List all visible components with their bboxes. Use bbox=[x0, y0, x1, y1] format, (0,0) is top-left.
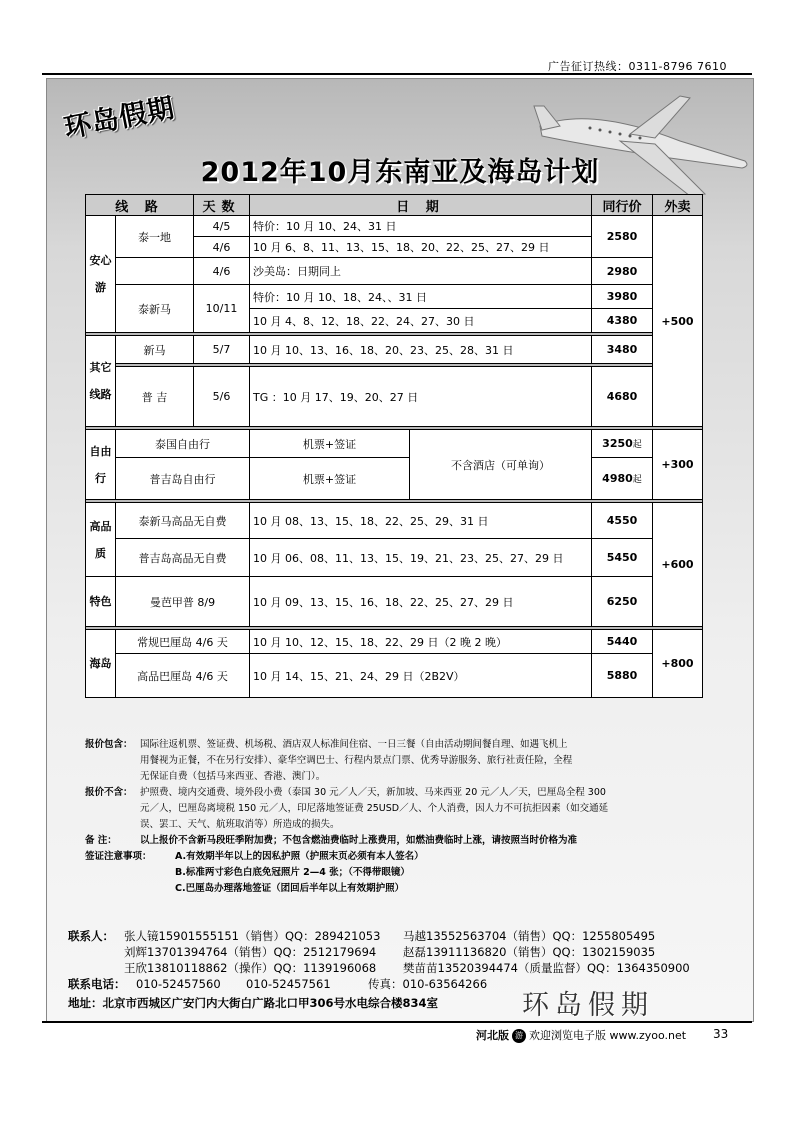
extra-cell: +300 bbox=[653, 430, 703, 500]
table-row bbox=[86, 336, 703, 364]
header-days: 天数 bbox=[194, 195, 250, 216]
price-value: 3250 bbox=[602, 437, 633, 450]
magazine-badge-icon: 游 bbox=[512, 1029, 526, 1043]
route-name: 泰新马高品无自费 bbox=[116, 503, 250, 539]
price-from-label: 起 bbox=[632, 475, 642, 485]
dates-cell: 特价：10 月 10、24、31 日 bbox=[250, 216, 592, 237]
header-route: 线 路 bbox=[86, 195, 194, 216]
dates-cell: 10 月 06、08、11、13、15、19、21、23、25、27、29 日 bbox=[250, 539, 592, 577]
route-name: 普吉岛自由行 bbox=[116, 458, 250, 500]
days-cell: 5/6 bbox=[194, 367, 250, 427]
table-row bbox=[86, 258, 703, 285]
days-cell: 4/6 bbox=[194, 258, 250, 285]
route-name: 普 吉 bbox=[116, 367, 194, 427]
notes-line: 国际往返机票、签证费、机场税、酒店双人标准间住宿、一日三餐（自由活动期间餐自理、如遇飞机上 bbox=[140, 739, 568, 750]
category-free: 自由行 bbox=[86, 430, 116, 500]
phone-number: 010-52457560 bbox=[136, 977, 221, 991]
contact-person: 刘辉13701394764（销售）QQ：2512179694 bbox=[124, 945, 377, 959]
brand-logo-bottom: 环岛假期 bbox=[522, 990, 654, 1021]
route-name: 泰新马 bbox=[116, 285, 194, 333]
days-cell: 4/6 bbox=[194, 237, 250, 258]
price-value: 4980 bbox=[602, 472, 633, 485]
contact-person: 樊苗苗13520394474（质量监督）QQ：1364350900 bbox=[403, 961, 690, 975]
table-row bbox=[86, 216, 703, 237]
notes-remark bbox=[85, 833, 702, 849]
top-rule bbox=[42, 73, 752, 75]
price-cell: 5450 bbox=[592, 539, 653, 577]
notes-line: C.巴厘岛办理落地签证（团回后半年以上有效期护照） bbox=[175, 883, 405, 894]
extra-cell: +800 bbox=[653, 630, 703, 698]
notes-remark-label: 备 注： bbox=[85, 835, 117, 846]
header-extra: 外卖 bbox=[653, 195, 703, 216]
price-cell: 2980 bbox=[592, 258, 653, 285]
extra-cell: +600 bbox=[653, 503, 703, 627]
dates-cell: 特价：10 月 10、18、24、、31 日 bbox=[250, 285, 592, 309]
table-row bbox=[86, 654, 703, 698]
ad-hotline: 广告征订热线：0311-8796 7610 bbox=[548, 60, 727, 73]
contacts-label: 联系人： bbox=[68, 929, 114, 943]
price-cell bbox=[592, 430, 653, 458]
notes-line: B.标准两寸彩色白底免冠照片 2—4 张；（不得带眼镜） bbox=[175, 867, 410, 878]
route-name: 高品巴厘岛 4/6 天 bbox=[116, 654, 250, 698]
dates-cell: 10 月 6、8、11、13、15、18、20、22、25、27、29 日 bbox=[250, 237, 592, 258]
route-name: 常规巴厘岛 4/6 天 bbox=[116, 630, 250, 654]
price-cell: 3980 bbox=[592, 285, 653, 309]
header-price: 同行价 bbox=[592, 195, 653, 216]
route-name: 新马 bbox=[116, 336, 194, 364]
dates-cell: 10 月 10、13、16、18、20、23、25、28、31 日 bbox=[250, 336, 592, 364]
notes-included-label: 报价包含： bbox=[85, 739, 133, 750]
contact-person: 赵磊13911136820（销售）QQ：1302159035 bbox=[403, 945, 656, 959]
days-cell: 4/5 bbox=[194, 216, 250, 237]
route-name: 泰国自由行 bbox=[116, 430, 250, 458]
dates-cell: 10 月 08、13、15、18、22、25、29、31 日 bbox=[250, 503, 592, 539]
price-cell bbox=[592, 458, 653, 500]
price-cell: 4550 bbox=[592, 503, 653, 539]
dates-cell: TG ：10 月 17、19、20、27 日 bbox=[250, 367, 592, 427]
brand-logo: 环岛假期 bbox=[61, 92, 178, 145]
page-number: 33 bbox=[713, 1027, 729, 1041]
price-cell: 4680 bbox=[592, 367, 653, 427]
table-row bbox=[86, 285, 703, 309]
table-row bbox=[86, 458, 703, 500]
notes-remark-text: 以上报价不含新马段旺季附加费；不包含燃油费临时上涨费用，如燃油费临时上涨，请按照当时价格为准 bbox=[140, 835, 578, 846]
dates-cell: 10 月 09、13、15、16、18、22、25、27、29 日 bbox=[250, 577, 592, 627]
route-name: 曼芭甲普 8/9 bbox=[116, 577, 250, 627]
price-cell: 2580 bbox=[592, 216, 653, 258]
contact-person: 马越13552563704（销售）QQ：1255805495 bbox=[403, 929, 656, 943]
footer-text: 欢迎浏览电子版 www.zyoo.net bbox=[529, 1029, 687, 1042]
table-header-row bbox=[86, 195, 703, 216]
price-cell: 6250 bbox=[592, 577, 653, 627]
notes-line: 用餐视为正餐，不在另行安排）、豪华空调巴士、行程内景点门票、优秀导游服务、旅行社责任险，全程 bbox=[140, 755, 573, 766]
table-row bbox=[86, 367, 703, 427]
bottom-rule bbox=[42, 1021, 752, 1023]
hotel-cell: 不含酒店（可单询） bbox=[410, 430, 592, 500]
contact-person: 张人镜15901555151（销售）QQ：289421053 bbox=[124, 929, 381, 943]
price-from-label: 起 bbox=[632, 440, 642, 450]
notes-included-text bbox=[140, 737, 702, 785]
page-footer bbox=[476, 1027, 686, 1043]
page-title: 2012年10月东南亚及海岛计划 bbox=[200, 157, 600, 188]
phone-label: 联系电话： bbox=[68, 977, 126, 991]
ticket-cell: 机票+签证 bbox=[250, 458, 410, 500]
address: 地址：北京市西城区广安门内大街白广路北口甲306号水电综合楼834室 bbox=[68, 996, 439, 1010]
fax-number: 传真：010-63564266 bbox=[368, 977, 488, 991]
table-row bbox=[86, 539, 703, 577]
header-dates: 日 期 bbox=[250, 195, 592, 216]
notes-excluded bbox=[85, 785, 702, 833]
route-name bbox=[116, 258, 194, 285]
price-cell: 5440 bbox=[592, 630, 653, 654]
notes-line: 误、罢工、天气、航班取消等）所造成的损失。 bbox=[140, 819, 340, 830]
route-name: 泰一地 bbox=[116, 216, 194, 258]
days-cell: 10/11 bbox=[194, 285, 250, 333]
category-anxin: 安心游 bbox=[86, 216, 116, 333]
table-row bbox=[86, 630, 703, 654]
terms-notes bbox=[85, 737, 702, 912]
notes-visa-text bbox=[165, 849, 702, 897]
notes-included bbox=[85, 737, 702, 785]
route-name: 普吉岛高品无自费 bbox=[116, 539, 250, 577]
category-island: 海岛 bbox=[86, 630, 116, 698]
category-quality: 高品质 bbox=[86, 503, 116, 577]
price-cell: 4380 bbox=[592, 309, 653, 333]
notes-line: A.有效期半年以上的因私护照（护照末页必须有本人签名） bbox=[175, 851, 424, 862]
price-cell: 3480 bbox=[592, 336, 653, 364]
dates-cell: 沙美岛：日期同上 bbox=[250, 258, 592, 285]
dates-cell: 10 月 10、12、15、18、22、29 日（2 晚 2 晚） bbox=[250, 630, 592, 654]
notes-line: 无保证自费（包括马来西亚、香港、澳门）。 bbox=[140, 771, 326, 782]
ticket-cell: 机票+签证 bbox=[250, 430, 410, 458]
edition-label: 河北版 bbox=[476, 1029, 509, 1042]
notes-visa bbox=[85, 849, 702, 897]
notes-line: 护照费、境内交通费、境外段小费（泰国 30 元／人／天，新加坡、马来西亚 20 元／人／天，巴厘岛全程 300 bbox=[140, 787, 606, 798]
days-cell: 5/7 bbox=[194, 336, 250, 364]
dates-cell: 10 月 4、8、12、18、22、24、27、30 日 bbox=[250, 309, 592, 333]
table-row bbox=[86, 577, 703, 627]
phone-number: 010-52457561 bbox=[246, 977, 331, 991]
dates-cell: 10 月 14、15、21、24、29 日（2B2V） bbox=[250, 654, 592, 698]
extra-cell: +500 bbox=[653, 216, 703, 427]
notes-excluded-text bbox=[140, 785, 702, 833]
category-special: 特色 bbox=[86, 577, 116, 627]
table-row bbox=[86, 503, 703, 539]
table-row bbox=[86, 430, 703, 458]
notes-excluded-label: 报价不含： bbox=[85, 787, 133, 798]
itinerary-table bbox=[85, 194, 703, 698]
notes-visa-label: 签证注意事项： bbox=[85, 851, 152, 862]
category-other: 其它线路 bbox=[86, 336, 116, 427]
notes-line: 元／人，巴厘岛离境税 150 元／人，印尼落地签证费 25USD／人、个人消费，因人力不可抗拒因素（如交通延 bbox=[140, 803, 609, 814]
price-cell: 5880 bbox=[592, 654, 653, 698]
contact-person: 王欣13810118862（操作）QQ：1139196068 bbox=[124, 961, 377, 975]
